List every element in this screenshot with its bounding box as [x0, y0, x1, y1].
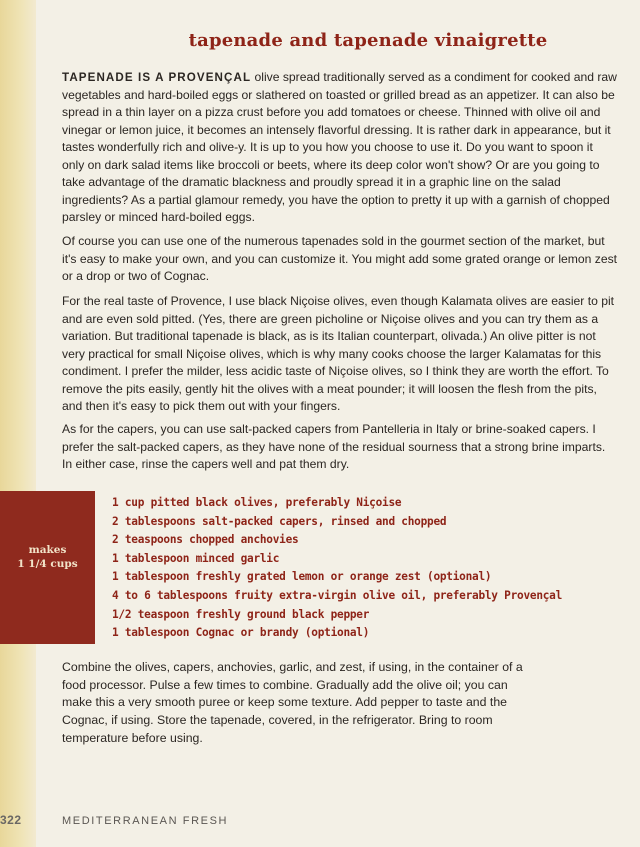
ingredient-item: 1 tablespoon minced garlic	[112, 551, 280, 565]
ingredient-item: 1 cup pitted black olives, preferably Niçoise	[112, 496, 402, 509]
running-head: MEDITERRANEAN FRESH	[62, 815, 229, 827]
body-paragraph: As for the capers, you can use salt-packed capers from Pantelleria in Italy or brine-soaked capers. I prefer the salt-packed capers, as they have none of the residual sourness that a strong brine imparts. In either case, rinse the capers well and pat them dry.	[62, 422, 606, 471]
intro-paragraph	[62, 69, 618, 227]
yield-makes: makes	[28, 544, 67, 556]
ingredient-item: 1 tablespoon Cognac or brandy (optional)	[112, 626, 370, 640]
ingredient-item: 1 tablespoon freshly grated lemon or orange zest (optional)	[112, 570, 492, 584]
yield-label	[0, 543, 95, 571]
method-paragraph: Combine the olives, capers, anchovies, garlic, and zest, if using, in the container of a food processor. Pulse a few times to combine. Gradually add the olive oil; you can make this a very smooth puree or keep some texture. Add pepper to taste and the Cognac, if using. Store the tapenade, covered, in the refrigerator. Bring to room temperature before using.	[62, 660, 523, 745]
yield-amount: 1 1/4 cups	[17, 558, 78, 570]
ingredient-item: 1/2 teaspoon freshly ground black pepper	[112, 607, 370, 621]
body-paragraph: Of course you can use one of the numerous tapenades sold in the gourmet section of the market, but it's easy to make your own, and you can customize it. You might add some grated orange or lemon zest or a drop or two of Cognac.	[62, 234, 618, 283]
page-edge-strip	[0, 0, 36, 847]
ingredient-item: 2 teaspoons chopped anchovies	[112, 533, 299, 547]
intro-paragraph-text: olive spread traditionally served as a condiment for cooked and raw vegetables and hard-boiled eggs or slathered on toasted or grilled bread as an appetizer. It can also be spread in a thin layer on a pizza crust before you add tomatoes or cheese. Thinned with olive oil and vinegar or lemon juice, it becomes an intensely flavorful dressing. It is rather dark in appearance, but it tastes wonderfully rich and olive-y. It is up to you how you choose to use it. Do you want to spoon it only on dark salad items like broccoli or beets, where its deep color won't show? Or are you going to take advantage of the dramatic blackness and proudly spread it in a graphic line on the salad ingredients? As a partial glamour remedy, you have the option to pretty it up with a garnish of chopped parsley or minced hard-boiled eggs.	[62, 70, 617, 224]
body-paragraph: For the real taste of Provence, I use black Niçoise olives, even though Kalamata olives are easier to pit and are even sold pitted. (Yes, there are green picholine or Niçoise olives and you can try them as a variation. But traditional tapenade is black, as is its Italian counterpart, olivada.) An olive pitter is not very practical for small Niçoise olives, which is why many cooks choose the larger Kalamatas for this condiment. I prefer the milder, less acidic taste of Niçoise olives, so I think they are worth the effort. To remove the pits easily, gently hit the olives with a meat pounder; it will loosen the flesh from the pits, and then it's easy to pick them out with your fingers.	[62, 294, 615, 413]
ingredient-item: 4 to 6 tablespoons fruity extra-virgin olive oil, preferably Provençal	[112, 588, 563, 602]
ingredient-list	[112, 494, 562, 643]
recipe-title: tapenade and tapenade vinaigrette	[188, 30, 548, 51]
page-number: 322	[0, 813, 22, 827]
ingredient-item: 2 tablespoons salt-packed capers, rinsed and chopped	[112, 514, 447, 528]
lead-in-caps: TAPENADE IS A PROVENÇAL	[62, 71, 252, 84]
